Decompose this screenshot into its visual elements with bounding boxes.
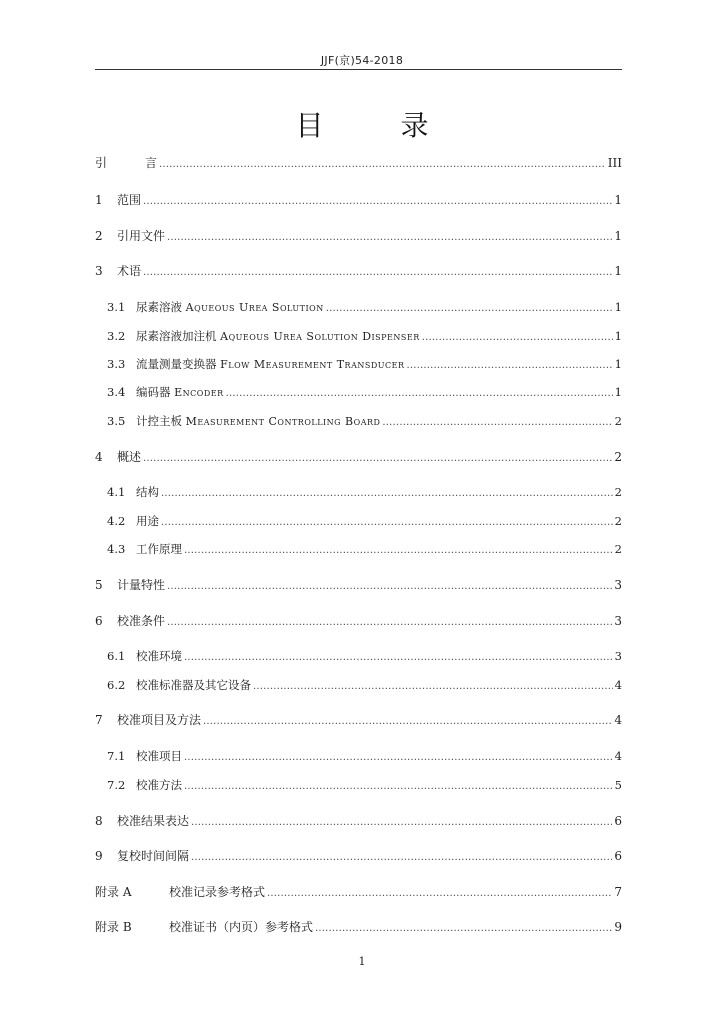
toc-entry-label: 流量测量变换器	[136, 357, 221, 371]
toc-entry-page: 1	[614, 357, 622, 371]
toc-entry-label: 校准标准器及其它设备	[136, 678, 251, 692]
toc-entry-3-4[interactable]	[107, 382, 622, 402]
toc-entry-page: 5	[614, 778, 622, 792]
toc-dot-leader	[253, 677, 613, 697]
toc-dot-leader	[167, 228, 612, 248]
toc-dot-leader	[422, 328, 613, 348]
toc-entry-page: 3	[614, 649, 622, 663]
toc-title: 目 录	[295, 109, 463, 142]
toc-entry-6[interactable]	[95, 611, 622, 631]
toc-entry-5[interactable]	[95, 575, 622, 595]
toc-entry-number: 6	[95, 614, 103, 628]
toc-entry-6-1[interactable]	[107, 646, 622, 666]
toc-entry-7-2[interactable]	[107, 775, 622, 795]
toc-entry-number: 2	[95, 229, 103, 243]
toc-entry-label: 校准环境	[136, 649, 182, 663]
toc-dot-leader	[203, 712, 612, 732]
toc-entry-label: 校准项目	[136, 749, 182, 763]
toc-entry-label: 校准项目及方法	[117, 713, 202, 727]
toc-entry-english-term: Flow Measurement Transducer	[220, 358, 405, 371]
toc-entry-7[interactable]	[95, 710, 622, 730]
toc-entry-number: 附录 B	[95, 920, 132, 934]
toc-entry-1[interactable]	[95, 190, 622, 210]
toc-entry-number: 6.2	[107, 678, 126, 692]
toc-entry-label: 工作原理	[136, 542, 182, 556]
toc-entry-label: 范围	[117, 193, 142, 207]
toc-entry-3-1[interactable]	[107, 297, 622, 317]
toc-dot-leader	[184, 648, 613, 668]
toc-dot-leader	[184, 541, 613, 561]
toc-entry-page: 1	[614, 300, 622, 314]
toc-entry-page: 1	[614, 229, 622, 243]
toc-entry-label: 校准结果表达	[117, 814, 190, 828]
toc-entry-3[interactable]	[95, 261, 622, 281]
toc-entry-page: 2	[614, 514, 622, 528]
toc-entry-label: 术语	[117, 264, 142, 278]
toc-entry-page: 2	[614, 450, 622, 464]
toc-entry-label: 言	[145, 156, 158, 170]
toc-entry-page: 9	[614, 920, 622, 934]
toc-entry-2[interactable]	[95, 226, 622, 246]
toc-dot-leader	[167, 577, 612, 597]
toc-entry-page: 3	[614, 614, 622, 628]
toc-entry-4-2[interactable]	[107, 511, 622, 531]
toc-entry-label: 校准条件	[117, 614, 166, 628]
toc-dot-leader	[159, 155, 606, 175]
toc-entry-4-1[interactable]	[107, 482, 622, 502]
toc-dot-leader	[315, 919, 612, 939]
toc-entry-english-term: Encoder	[174, 386, 224, 399]
toc-entry-number: 3.2	[107, 329, 126, 343]
toc-entry-number: 4.2	[107, 514, 126, 528]
toc-dot-leader	[143, 192, 612, 212]
toc-entry-3-2[interactable]	[107, 326, 622, 346]
toc-entry-number: 3.1	[107, 300, 126, 314]
page-number: 1	[358, 955, 366, 968]
toc-entry-label: 计控主板	[136, 414, 186, 428]
toc-entry-english-term: Measurement Controlling Board	[185, 415, 381, 428]
document-code-header: JJF(京)54-2018	[320, 54, 404, 67]
toc-dot-leader	[191, 848, 612, 868]
toc-entry-page: 1	[614, 385, 622, 399]
toc-entry-number: 7	[95, 713, 103, 727]
toc-entry-number: 4.3	[107, 542, 126, 556]
toc-entry-number: 3.5	[107, 414, 126, 428]
toc-entry-appendix-a[interactable]	[95, 882, 622, 902]
toc-dot-leader	[326, 299, 613, 319]
toc-entry-label: 校准证书（内页）参考格式	[169, 920, 314, 934]
toc-entry-number: 7.1	[107, 749, 126, 763]
toc-dot-leader	[382, 413, 612, 433]
toc-entry-page: 4	[614, 713, 622, 727]
toc-entry-page: 6	[614, 814, 622, 828]
toc-dot-leader	[226, 384, 613, 404]
toc-entry-page: 7	[614, 885, 622, 899]
toc-entry-label: 计量特性	[117, 578, 166, 592]
toc-entry-appendix-b[interactable]	[95, 917, 622, 937]
toc-entry-number: 8	[95, 814, 103, 828]
toc-entry-english-term: Aqueous Urea Solution	[185, 301, 324, 314]
toc-entry-intro[interactable]	[95, 153, 622, 173]
toc-entry-page: 2	[614, 414, 622, 428]
toc-dot-leader	[267, 884, 612, 904]
toc-entry-label: 编码器	[136, 385, 175, 399]
toc-entry-number: 3.3	[107, 357, 126, 371]
toc-dot-leader	[406, 356, 612, 376]
toc-entry-number: 4	[95, 450, 103, 464]
toc-entry-3-5[interactable]	[107, 411, 622, 431]
toc-entry-page: 1	[614, 264, 622, 278]
toc-entry-4[interactable]	[95, 447, 622, 467]
toc-entry-9[interactable]	[95, 846, 622, 866]
toc-entry-label: 尿素溶液加注机	[136, 329, 221, 343]
toc-entry-3-3[interactable]	[107, 354, 622, 374]
toc-entry-label: 用途	[136, 514, 159, 528]
toc-dot-leader	[184, 777, 613, 797]
toc-entry-page: 1	[614, 329, 622, 343]
toc-entry-number: 1	[95, 193, 103, 207]
toc-entry-page: 6	[614, 849, 622, 863]
toc-entry-8[interactable]	[95, 811, 622, 831]
toc-entry-label: 校准记录参考格式	[169, 885, 266, 899]
toc-dot-leader	[167, 613, 612, 633]
toc-entry-number: 7.2	[107, 778, 126, 792]
toc-entry-label: 引用文件	[117, 229, 166, 243]
toc-entry-english-term: Aqueous Urea Solution Dispenser	[220, 330, 420, 343]
toc-entry-page: 4	[614, 749, 622, 763]
toc-dot-leader	[161, 484, 613, 504]
toc-entry-label: 复校时间间隔	[117, 849, 190, 863]
toc-dot-leader	[191, 813, 612, 833]
toc-dot-leader	[161, 513, 613, 533]
toc-entry-7-1[interactable]	[107, 746, 622, 766]
toc-entry-page: III	[607, 156, 622, 170]
toc-entry-label: 尿素溶液	[136, 300, 186, 314]
toc-entry-page: 4	[614, 678, 622, 692]
toc-entry-page: 2	[614, 485, 622, 499]
toc-entry-label: 校准方法	[136, 778, 182, 792]
toc-dot-leader	[143, 263, 612, 283]
toc-entry-label: 结构	[136, 485, 159, 499]
toc-dot-leader	[143, 449, 612, 469]
toc-entry-number: 9	[95, 849, 103, 863]
toc-entry-page: 2	[614, 542, 622, 556]
toc-entry-6-2[interactable]	[107, 675, 622, 695]
toc-entry-4-3[interactable]	[107, 539, 622, 559]
toc-entry-number: 4.1	[107, 485, 126, 499]
toc-entry-number: 3.4	[107, 385, 126, 399]
toc-entry-number: 3	[95, 264, 103, 278]
toc-entry-number: 引	[95, 156, 108, 170]
toc-dot-leader	[184, 748, 613, 768]
toc-entry-number: 附录 A	[95, 885, 132, 899]
toc-entry-label: 概述	[117, 450, 142, 464]
toc-entry-page: 1	[614, 193, 622, 207]
toc-entry-number: 6.1	[107, 649, 126, 663]
toc-entry-number: 5	[95, 578, 103, 592]
toc-entry-page: 3	[614, 578, 622, 592]
